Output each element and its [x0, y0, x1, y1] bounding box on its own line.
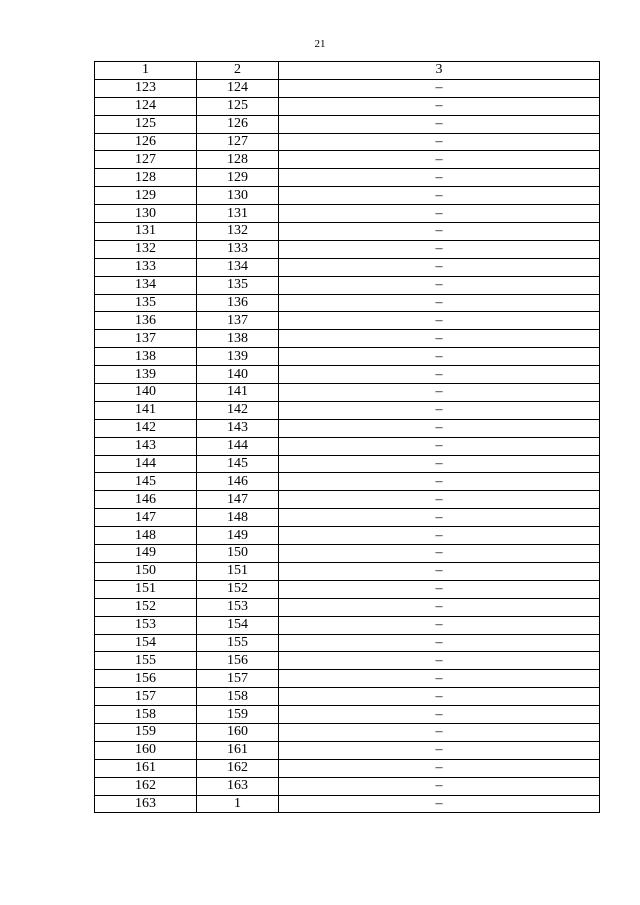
- page-number: 21: [314, 38, 326, 50]
- table-cell-col-3: –: [279, 401, 600, 419]
- table-cell-col-2: 139: [197, 348, 279, 366]
- table-row: [95, 580, 600, 598]
- table-cell-col-1: 134: [95, 276, 197, 294]
- table-cell-col-3: –: [279, 97, 600, 115]
- table-cell-col-1: 148: [95, 527, 197, 545]
- table-row: [95, 97, 600, 115]
- table-row: [95, 276, 600, 294]
- table-row: [95, 741, 600, 759]
- table-row: [95, 455, 600, 473]
- table-row: [95, 562, 600, 580]
- table-cell-col-1: 146: [95, 491, 197, 509]
- table-cell-col-3: –: [279, 419, 600, 437]
- table-cell-col-3: –: [279, 79, 600, 97]
- table-row: [95, 151, 600, 169]
- table-cell-col-3: –: [279, 276, 600, 294]
- table-row: [95, 115, 600, 133]
- table-cell-col-1: 159: [95, 723, 197, 741]
- table-row: [95, 294, 600, 312]
- table-cell-col-1: 124: [95, 97, 197, 115]
- table-row: [95, 598, 600, 616]
- table-cell-col-3: –: [279, 151, 600, 169]
- table-cell-col-2: 146: [197, 473, 279, 491]
- table-cell-col-2: 144: [197, 437, 279, 455]
- table-row: [95, 330, 600, 348]
- table-cell-col-2: 141: [197, 384, 279, 402]
- table-row: [95, 240, 600, 258]
- table-cell-col-1: 152: [95, 598, 197, 616]
- table-row: [95, 258, 600, 276]
- table-cell-col-3: –: [279, 688, 600, 706]
- table-cell-col-1: 123: [95, 79, 197, 97]
- table-row: [95, 187, 600, 205]
- table-cell-col-2: 148: [197, 509, 279, 527]
- table-cell-col-3: –: [279, 205, 600, 223]
- table-row: [95, 223, 600, 241]
- table-cell-col-2: 1: [197, 795, 279, 813]
- table-cell-col-2: 152: [197, 580, 279, 598]
- table-cell-col-1: 126: [95, 133, 197, 151]
- table-cell-col-2: 126: [197, 115, 279, 133]
- table-cell-col-3: –: [279, 545, 600, 563]
- table-cell-col-1: 135: [95, 294, 197, 312]
- table-row: [95, 795, 600, 813]
- table-body: [95, 62, 600, 813]
- table-cell-col-1: 129: [95, 187, 197, 205]
- table-cell-col-2: 129: [197, 169, 279, 187]
- table-cell-col-1: 151: [95, 580, 197, 598]
- table-cell-col-3: –: [279, 509, 600, 527]
- table-cell-col-1: 160: [95, 741, 197, 759]
- table-cell-col-1: 149: [95, 545, 197, 563]
- table-row: [95, 419, 600, 437]
- table-cell-col-1: 158: [95, 706, 197, 724]
- table-cell-col-2: 127: [197, 133, 279, 151]
- table-row: [95, 723, 600, 741]
- table-row: [95, 366, 600, 384]
- table-cell-col-2: 133: [197, 240, 279, 258]
- table-cell-col-2: 125: [197, 97, 279, 115]
- table-row: [95, 670, 600, 688]
- table-cell-col-2: 143: [197, 419, 279, 437]
- table-row: [95, 384, 600, 402]
- table-cell-col-1: 140: [95, 384, 197, 402]
- table-cell-col-1: 131: [95, 223, 197, 241]
- table-cell-col-1: 137: [95, 330, 197, 348]
- table-cell-col-2: 158: [197, 688, 279, 706]
- table-row: [95, 79, 600, 97]
- table-row: [95, 706, 600, 724]
- table-cell-col-3: –: [279, 455, 600, 473]
- table-row: [95, 777, 600, 795]
- table-row: [95, 652, 600, 670]
- table-cell-col-3: –: [279, 634, 600, 652]
- table-row: [95, 759, 600, 777]
- table-cell-col-1: 141: [95, 401, 197, 419]
- table-cell-col-3: –: [279, 562, 600, 580]
- table-row: [95, 312, 600, 330]
- table-cell-col-2: 130: [197, 187, 279, 205]
- table-cell-col-1: 145: [95, 473, 197, 491]
- table-row: [95, 509, 600, 527]
- table-cell-col-3: –: [279, 491, 600, 509]
- table-cell-col-3: –: [279, 133, 600, 151]
- table-cell-col-2: 159: [197, 706, 279, 724]
- table-row: [95, 473, 600, 491]
- table-cell-col-1: 132: [95, 240, 197, 258]
- table-cell-col-2: 162: [197, 759, 279, 777]
- table-row: [95, 437, 600, 455]
- table-cell-col-2: 153: [197, 598, 279, 616]
- table-cell-col-1: 162: [95, 777, 197, 795]
- table-cell-col-3: –: [279, 652, 600, 670]
- table-cell-col-1: 161: [95, 759, 197, 777]
- table-cell-col-2: 150: [197, 545, 279, 563]
- column-header-1: 1: [95, 62, 197, 80]
- table-cell-col-1: 150: [95, 562, 197, 580]
- column-header-3: 3: [279, 62, 600, 80]
- table-cell-col-3: –: [279, 473, 600, 491]
- table-cell-col-3: –: [279, 616, 600, 634]
- table-cell-col-1: 125: [95, 115, 197, 133]
- table-cell-col-3: –: [279, 670, 600, 688]
- table-cell-col-2: 132: [197, 223, 279, 241]
- column-header-2: 2: [197, 62, 279, 80]
- table-row: [95, 688, 600, 706]
- table-row: [95, 348, 600, 366]
- table-cell-col-2: 131: [197, 205, 279, 223]
- table-cell-col-3: –: [279, 294, 600, 312]
- table-cell-col-2: 149: [197, 527, 279, 545]
- table-cell-col-1: 153: [95, 616, 197, 634]
- table-cell-col-2: 136: [197, 294, 279, 312]
- table-cell-col-1: 143: [95, 437, 197, 455]
- data-table: [94, 61, 600, 813]
- table-cell-col-1: 147: [95, 509, 197, 527]
- table-cell-col-3: –: [279, 348, 600, 366]
- table-cell-col-2: 140: [197, 366, 279, 384]
- table-cell-col-1: 154: [95, 634, 197, 652]
- table-cell-col-3: –: [279, 115, 600, 133]
- table-cell-col-3: –: [279, 312, 600, 330]
- table-cell-col-2: 156: [197, 652, 279, 670]
- table-cell-col-1: 127: [95, 151, 197, 169]
- table-cell-col-2: 163: [197, 777, 279, 795]
- table-cell-col-2: 147: [197, 491, 279, 509]
- table-cell-col-3: –: [279, 598, 600, 616]
- table-cell-col-3: –: [279, 777, 600, 795]
- table-cell-col-2: 142: [197, 401, 279, 419]
- table-cell-col-2: 151: [197, 562, 279, 580]
- table-cell-col-1: 163: [95, 795, 197, 813]
- table-cell-col-1: 157: [95, 688, 197, 706]
- table-cell-col-1: 130: [95, 205, 197, 223]
- table-row: [95, 545, 600, 563]
- table-cell-col-3: –: [279, 223, 600, 241]
- table-cell-col-1: 136: [95, 312, 197, 330]
- table-cell-col-3: –: [279, 580, 600, 598]
- table-cell-col-3: –: [279, 169, 600, 187]
- table-cell-col-3: –: [279, 187, 600, 205]
- table-cell-col-1: 142: [95, 419, 197, 437]
- table-cell-col-2: 134: [197, 258, 279, 276]
- table-cell-col-3: –: [279, 330, 600, 348]
- table-cell-col-2: 138: [197, 330, 279, 348]
- table-cell-col-2: 157: [197, 670, 279, 688]
- table-cell-col-3: –: [279, 759, 600, 777]
- table-cell-col-3: –: [279, 384, 600, 402]
- table-cell-col-3: –: [279, 366, 600, 384]
- table-cell-col-1: 155: [95, 652, 197, 670]
- table-row: [95, 634, 600, 652]
- table-cell-col-2: 137: [197, 312, 279, 330]
- table-cell-col-2: 135: [197, 276, 279, 294]
- table-cell-col-2: 161: [197, 741, 279, 759]
- table-cell-col-3: –: [279, 437, 600, 455]
- table-cell-col-1: 139: [95, 366, 197, 384]
- table-cell-col-3: –: [279, 258, 600, 276]
- table-cell-col-1: 133: [95, 258, 197, 276]
- table-cell-col-2: 154: [197, 616, 279, 634]
- table-row: [95, 401, 600, 419]
- table-row: [95, 169, 600, 187]
- table-cell-col-2: 145: [197, 455, 279, 473]
- table-cell-col-2: 155: [197, 634, 279, 652]
- table-row: [95, 205, 600, 223]
- table-cell-col-3: –: [279, 706, 600, 724]
- table-cell-col-3: –: [279, 527, 600, 545]
- table-row: [95, 527, 600, 545]
- table-cell-col-3: –: [279, 240, 600, 258]
- table-header-row: [95, 62, 600, 80]
- table-cell-col-1: 156: [95, 670, 197, 688]
- table-cell-col-1: 128: [95, 169, 197, 187]
- table-cell-col-3: –: [279, 723, 600, 741]
- table-cell-col-3: –: [279, 795, 600, 813]
- table-cell-col-2: 160: [197, 723, 279, 741]
- table-cell-col-1: 138: [95, 348, 197, 366]
- table-cell-col-2: 128: [197, 151, 279, 169]
- table-cell-col-3: –: [279, 741, 600, 759]
- table-row: [95, 616, 600, 634]
- table-cell-col-2: 124: [197, 79, 279, 97]
- table-cell-col-1: 144: [95, 455, 197, 473]
- table-row: [95, 133, 600, 151]
- table-row: [95, 491, 600, 509]
